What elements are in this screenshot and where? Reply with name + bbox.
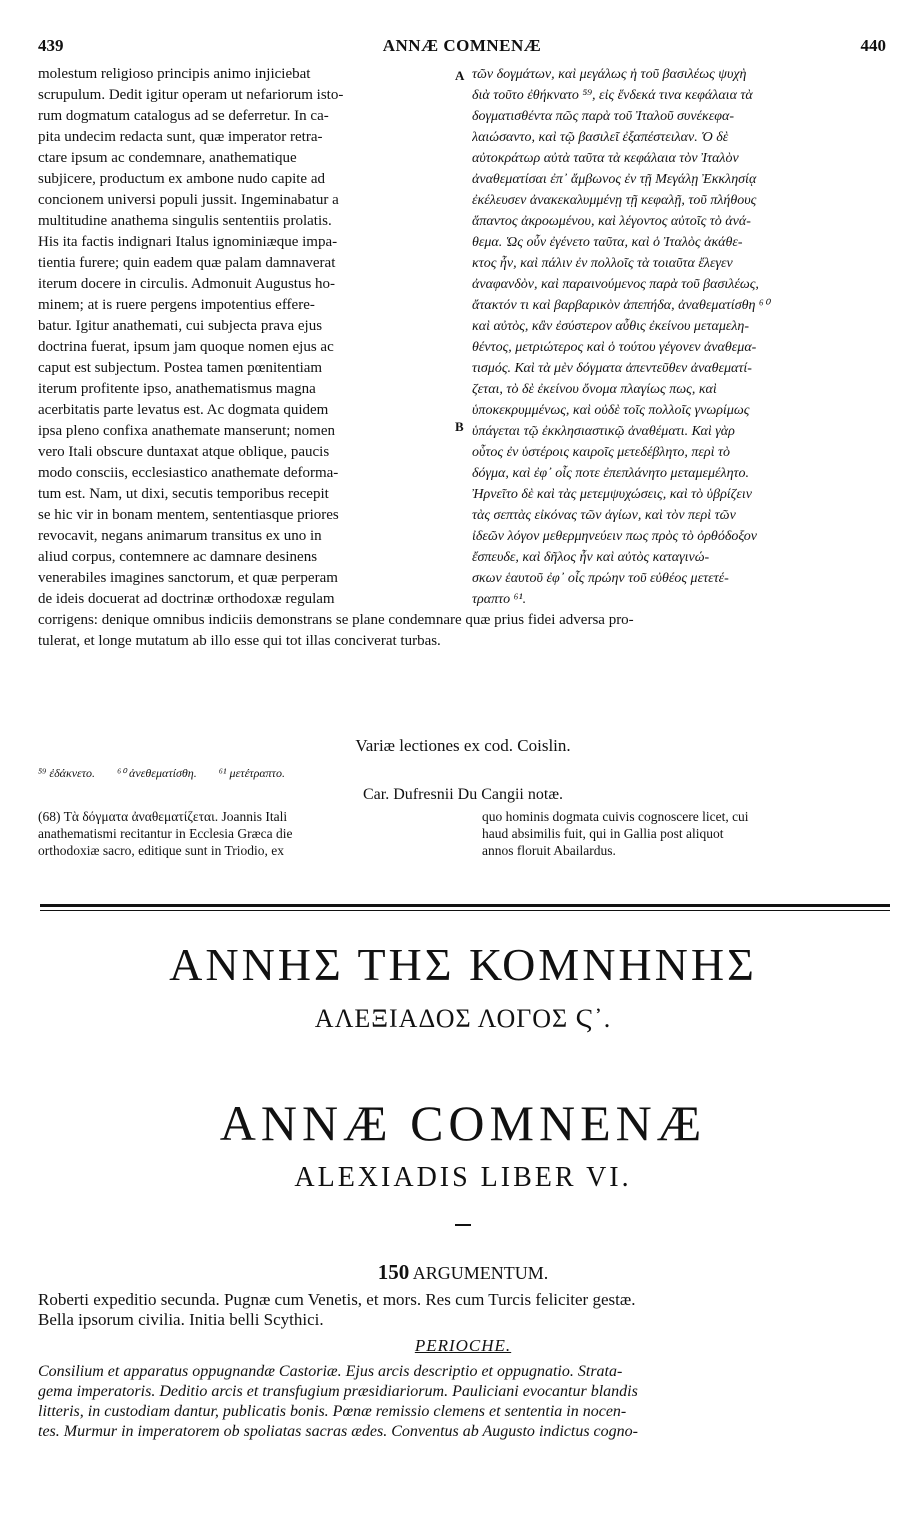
latin-text-line: vero Itali obscure duntaxat atque oblique, paucis xyxy=(38,444,330,460)
greek-text-line: οὗτος ἐν ὑστέροις καιροῖς μετεδέβλητο, περὶ τὸ xyxy=(472,445,730,460)
argumentum-heading xyxy=(38,1260,888,1285)
running-header xyxy=(38,36,886,58)
latin-text-line: ctare ipsum ac condemnare, anathematique xyxy=(38,150,297,166)
latin-text-line: minem; at is ruere pergens impotentius effere- xyxy=(38,297,315,313)
greek-text-line: σκων ἑαυτοῦ ἐφ᾽ οἷς πρώην τοῦ εὐθέος μετετέ- xyxy=(472,571,729,586)
variant-reading: ⁶¹ μετέτραπτο. xyxy=(218,766,285,780)
note-line: quo hominis dogmata cuivis cognoscere licet, cui xyxy=(482,809,749,824)
perioche-line: tes. Murmur in imperatorem ob spoliatas sacras ædes. Conventus ab Augusto indictus cogno- xyxy=(38,1423,638,1440)
perioche-line: litteris, in custodiam dantur, publicatis bonis. Pœnæ remissio clemens et sententia in nocen- xyxy=(38,1403,627,1420)
greek-text-line: ἀναφανδὸν, καὶ παραινούμενος παρὰ τοῦ βασιλέως, xyxy=(472,277,759,292)
note-line: anathematismi recitantur in Ecclesia Græca die xyxy=(38,826,293,841)
latin-text-line: doctrina fuerat, ipsum jam quoque nomen ejus ac xyxy=(38,339,334,355)
latin-text-line: tum est. Nam, ut dixi, secutis temporibus recepit xyxy=(38,486,329,502)
section-rule-thin xyxy=(40,910,890,911)
greek-text-line: ὑποκεκρυμμένως, καὶ οὐδὲ τοῖς πολλοῖς γνωρίμως xyxy=(472,403,750,418)
latin-text-line: concionem universi populi jussit. Ingeminabatur a xyxy=(38,192,339,208)
latin-text-line: multitudine anathema singulis sententiis prolatis. xyxy=(38,213,332,229)
latin-text-line: His ita factis indignari Italus ignominiæque impa- xyxy=(38,234,338,250)
perioche-text xyxy=(38,1362,888,1442)
latin-text-line: tulerat, et longe mutatum ab illo esse qui tot illas conciverat turbas. xyxy=(38,633,441,649)
greek-text-line: ἄτακτόν τι καὶ βαρβαρικὸν ἀπεπήδα, ἀναθεματίσθη ⁶⁰ xyxy=(472,298,770,313)
greek-text-line: ἰδεῶν λόγον μεθερμηνεύειν πως πρὸς τὸ ὀρθόδοξον xyxy=(472,529,757,544)
latin-book-subtitle: ALEXIADIS LIBER VI. xyxy=(294,1162,632,1193)
variae-lectiones-heading: Variæ lectiones ex cod. Coislin. xyxy=(355,736,571,755)
latin-text-line: se hic vir in bonam mentem, sententiasque priores xyxy=(38,507,339,523)
greek-text-line: δόγμα, καὶ ἐφ᾽ οἷς ποτε ἐπεπλάνητο μεταμεμέλητο. xyxy=(472,466,750,481)
latin-text-line: modo consciis, ecclesiastico anathemate deforma- xyxy=(38,465,339,481)
argumentum-label: ARGUMENTUM. xyxy=(412,1263,549,1283)
latin-text-line: pita undecim redacta sunt, quæ imperator retra- xyxy=(38,129,323,145)
greek-text-line: Ἠρνεῖτο δὲ καὶ τὰς μετεμψυχώσεις, καὶ τὸ ὑβρίζειν xyxy=(472,487,752,502)
greek-text-line: τισμός. Καὶ τὰ μὲν δόγματα ἀπεντεῦθεν ἀναθεματί- xyxy=(472,361,752,376)
argumentum-text xyxy=(38,1290,888,1330)
running-title: ANNÆ COMNENÆ xyxy=(382,36,542,55)
greek-text-line: θέντος, μετριώτερος καὶ ὁ τούτου γέγονεν ἀναθεμα- xyxy=(472,340,757,355)
page-number-left: 439 xyxy=(38,36,64,55)
perioche-line: Consilium et apparatus oppugnandæ Castoriæ. Ejus arcis descriptio et oppugnatio. Strata- xyxy=(38,1363,623,1380)
latin-text-line: iterum profitente ipso, anathematismus magna xyxy=(38,381,316,397)
greek-text-line: καὶ αὐτὸς, κἂν ἐσύστερον αὖθις ἐκείνου μεταμελη- xyxy=(472,319,750,334)
variant-reading: ⁵⁹ ἐδάκνετο. xyxy=(38,766,96,780)
note-line: (68) Τὰ δόγματα ἀναθεματίζεται. Joannis Itali xyxy=(38,809,288,824)
latin-text-line: corrigens: denique omnibus indiciis demonstrans se plane condemnare quæ prius fidei adversa pro- xyxy=(38,612,634,628)
variae-lectiones-list xyxy=(38,766,307,781)
perioche-line: gema imperatoris. Deditio arcis et transfugium præsidiariorum. Pauliciani evocantur blandis xyxy=(38,1383,638,1400)
perioche-heading: PERIOCHE. xyxy=(414,1336,512,1355)
greek-text-line: ἀναθεματίσαι ἐπ᾽ ἄμβωνος ἐν τῇ Μεγάλῃ Ἐκκλησίᾳ xyxy=(472,172,757,187)
latin-text-line: batur. Igitur anathemati, cui subjecta prava ejus xyxy=(38,318,323,334)
greek-text-line: κτος ἦν, καὶ πάλιν ἐν πολλοῖς τὰ τοιαῦτα ἔλεγεν xyxy=(472,256,733,271)
greek-column xyxy=(472,64,888,610)
latin-text-line: subjicere, productum ex ambone nudo capite ad xyxy=(38,171,325,187)
section-rule-thick xyxy=(40,904,890,907)
greek-text-line: τραπτο ⁶¹. xyxy=(472,592,527,607)
note-line: annos floruit Abailardus. xyxy=(482,843,616,858)
latin-text-line: revocavit, negans animarum transitus ex uno in xyxy=(38,528,322,544)
greek-text-line: ἐκέλευσεν ἀνακεκαλυμμένῃ τῇ κεφαλῇ, τοῦ πλήθους xyxy=(472,193,757,208)
greek-text-line: ἅπαντος ἀκροωμένου, καὶ λέγοντος αὐτοῖς τὸ ἀνά- xyxy=(472,214,751,229)
latin-closing-paragraph xyxy=(38,610,888,652)
notes-right-column xyxy=(482,808,888,859)
latin-text-line: acerbitatis parte levatus est. Ac dogmata quidem xyxy=(38,402,329,418)
greek-text-line: διὰ τοῦτο ἐθήκνατο ⁵⁹, εἰς ἕνδεκά τινα κεφάλαια τὰ xyxy=(472,88,753,103)
greek-book-title: ΑΝΝΗΣ ΤΗΣ ΚΟΜΝΗΝΗΣ xyxy=(169,939,757,990)
argumentum-line: Roberti expeditio secunda. Pugnæ cum Venetis, et mors. Res cum Turcis feliciter gestæ. xyxy=(38,1290,636,1309)
note-line: haud absimilis fuit, qui in Gallia post aliquot xyxy=(482,826,724,841)
latin-text-line: aliud corpus, contemnere ac damnare desinens xyxy=(38,549,318,565)
title-dash xyxy=(455,1224,471,1226)
latin-book-title: ANNÆ COMNENÆ xyxy=(219,1095,707,1151)
page-number-right: 440 xyxy=(860,36,886,55)
margin-mark-a: A xyxy=(455,68,465,83)
latin-text-line: molestum religioso principis animo injiciebat xyxy=(38,66,311,82)
latin-text-line: iterum docere in circulis. Admonuit Augustus ho- xyxy=(38,276,336,292)
greek-text-line: αὐτοκράτωρ αὐτὰ ταῦτα τὰ κεφάλαια τὸν Ἰταλὸν xyxy=(472,151,739,166)
argumentum-line: Bella ipsorum civilia. Initia belli Scythici. xyxy=(38,1310,324,1329)
latin-column xyxy=(38,64,458,610)
latin-text-line: venerabiles imagines sanctorum, et quæ perperam xyxy=(38,570,338,586)
latin-text-line: caput est subjectum. Postea tamen pœnitentiam xyxy=(38,360,323,376)
greek-text-line: ζεται, τὸ δὲ ἐκείνου ὄνομα πλαγίως πως, καὶ xyxy=(472,382,717,397)
latin-text-line: de ideis docuerat ad doctrinæ orthodoxæ regulam xyxy=(38,591,335,607)
greek-text-line: θεμα. Ὡς οὖν ἐγένετο ταῦτα, καὶ ὁ Ἰταλὸς ἀκάθε- xyxy=(472,235,743,250)
notes-heading: Car. Dufresnii Du Cangii notæ. xyxy=(363,786,563,803)
variant-reading: ⁶⁰ ἀνεθεματίσθη. xyxy=(117,766,197,780)
greek-text-line: ἔσπευδε, καὶ δῆλος ἦν καὶ αὐτὸς καταγινώ- xyxy=(472,550,710,565)
latin-text-line: ipsa pleno confixa anathemate manserunt; nomen xyxy=(38,423,335,439)
greek-text-line: ὑπάγεται τῷ ἐκκλησιαστικῷ ἀναθέματι. Καὶ γὰρ xyxy=(472,424,735,439)
greek-text-line: λαιώσαντο, καὶ τῷ βασιλεῖ ἐξαπέστειλαν. Ὁ δὲ xyxy=(472,130,729,145)
greek-text-line: τῶν δογμάτων, καὶ μεγάλως ἡ τοῦ βασιλέως ψυχὴ xyxy=(472,67,747,82)
greek-book-subtitle: ΑΛΕΞΙΑΔΟΣ ΛΟΓΟΣ Ϛ᾽. xyxy=(314,1004,612,1033)
note-line: orthodoxiæ sacro, editique sunt in Triodio, ex xyxy=(38,843,284,858)
latin-text-line: scrupulum. Dedit igitur operam ut nefariorum isto- xyxy=(38,87,344,103)
notes-left-column xyxy=(38,808,458,859)
greek-text-line: τὰς σεπτὰς εἰκόνας τῶν ἁγίων, καὶ τὸν περὶ τῶν xyxy=(472,508,736,523)
latin-text-line: rum dogmatum catalogus ad se deferretur. In ca- xyxy=(38,108,329,124)
argumentum-number: 150 xyxy=(377,1260,410,1284)
margin-mark-b: B xyxy=(455,419,464,434)
greek-text-line: δογματισθέντα πῶς παρὰ τοῦ Ἰταλοῦ συνέκεφα- xyxy=(472,109,735,124)
latin-text-line: tientia furere; quin eadem quæ palam damnaverat xyxy=(38,255,336,271)
